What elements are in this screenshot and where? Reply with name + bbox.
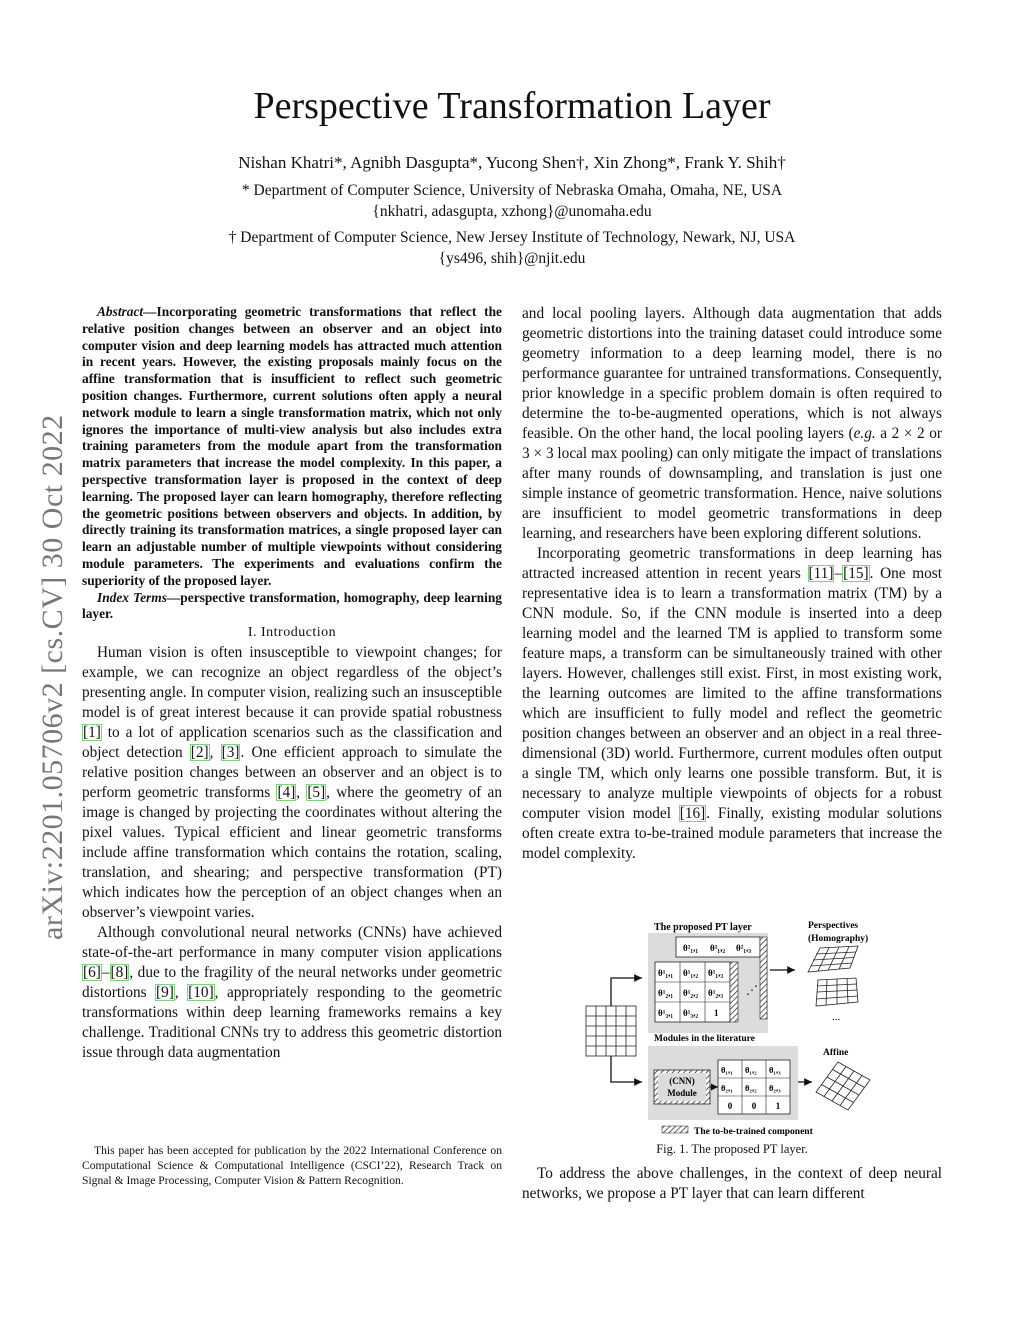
module-label: Module	[667, 1088, 697, 1098]
modules-label: Modules in the literature	[654, 1034, 755, 1044]
citation-link[interactable]: [9]	[156, 984, 174, 1002]
affine-label: Affine	[823, 1048, 849, 1058]
arxiv-identifier[interactable]: arXiv:2201.05706v2 [cs.CV] 30 Oct 2022	[36, 414, 69, 940]
citation-link[interactable]: [15]	[843, 565, 869, 582]
figure-pt-layer	[580, 910, 910, 1145]
affine-cell: 0	[727, 1101, 733, 1111]
affine-cell: θ₁,₂	[745, 1065, 757, 1075]
email-1: {nkhatri, adasgupta, xzhong}@unomaha.edu	[372, 203, 652, 220]
theta-cell: 1	[714, 1008, 719, 1018]
right-paragraph-3: To address the above challenges, in the context of deep neural networks, we propose a PT layer that can learn different	[522, 1165, 942, 1202]
citation-link[interactable]: [8]	[110, 964, 129, 982]
author-list: Nishan Khatri*, Agnibh Dasgupta*, Yucong Shen†, Xin Zhong*, Frank Y. Shih†	[238, 153, 786, 172]
intro-paragraph-2: Although convolutional neural networks (CNNs) have achieved state-of-the-art performance in many computer vision applications [6]–[8], due to the fragility of the neural networks under geometric distortions [9], [10], appropriately responding to the geometric transformations within deep learning frameworks remains a key challenge. Traditional CNNs try to address this geometric distortion issue through data augmentation	[82, 924, 503, 1062]
citation-link[interactable]: [11]	[808, 565, 834, 582]
perspectives-label: Perspectives	[808, 921, 859, 931]
citation-link[interactable]: [3]	[221, 744, 240, 762]
index-terms-label: Index Terms	[97, 589, 167, 605]
right-paragraph-1: and local pooling layers. Although data augmentation that adds geometric distortions into the training dataset could introduce some geometry information to a deep learning model, there is no performance guarantee for untrained transformations. Consequently, prior knowledge in a specific problem domain is often required to determine the to-be-augmented operations, which is not always feasible. On the other hand, the local pooling layers (e.g. a 2 × 2 or 3 × 3 local max pooling) can only mitigate the impact of translations after many rounds of downsampling, and translation is just one simple instance of geometric transformation. Hence, naive solutions are insufficient to model geometric transformations in deep learning, and researchers have been exploring different solutions.	[522, 305, 942, 542]
hatch-side-back	[760, 937, 767, 1019]
abstract-text: —Incorporating geometric transformations that reflect the relative position changes between an observer and an object into computer vision and deep learning models has attracted much attention in recent years. However, the existing proposals mainly focus on the affine transformation that is insufficient to reflect such geometric position changes. Furthermore, current solutions often apply a neural network module to learn a single transformation matrix, which not only ignores the importance of multi-view analysis but also includes extra training parameters from the module apart from the transformation matrix parameters that increase the model complexity. In this paper, a perspective transformation layer is proposed in the context of deep learning. The proposed layer can learn homography, therefore reflecting the geometric positions between observers and objects. In addition, by directly training its transformation matrices, a single proposed layer can learn an adjustable number of multiple viewpoints without considering module parameters. The experiments and evaluations confirm the superiority of the proposed layer.	[82, 304, 502, 588]
affine-grid	[816, 1062, 870, 1110]
citation-link[interactable]: [10]	[188, 984, 214, 1002]
index-terms	[82, 590, 502, 624]
affiliation-1: * Department of Computer Science, University of Nebraska Omaha, Omaha, NE, USA	[241, 182, 783, 199]
intro-paragraph-1: Human vision is often insusceptible to viewpoint changes; for example, we can recognize an object regardless of the object’s presenting angle. In computer vision, realizing such an insusceptible model is of great interest because it can provide spatial robustness [1] to a lot of application scenarios such as the classification and object detection [2], [3]. One efficient approach to simulate the relative position changes between an observer and an object is to perform geometric transforms [4], [5], where the geometry of an image is changed by projecting the coordinates without altering the pixel values. Typical efficient and linear geometric transforms include affine transformation which contains the rotation, scaling, translation, and shearing; and perspective transformation (PT) which indicates how the perception of an object changes when an observer’s viewpoint varies.	[82, 644, 502, 922]
left-column	[82, 304, 502, 1063]
cnn-label: (CNN)	[669, 1076, 695, 1086]
index-terms-text: —perspective transformation, homography, deep learning layer.	[82, 589, 502, 622]
input-grid	[586, 1006, 636, 1056]
legend-label: The to-be-trained component	[694, 1127, 813, 1137]
theta-cell: θ¹₂,₁	[658, 988, 674, 998]
affiliation-2: † Department of Computer Science, New Jersey Institute of Technology, Newark, NJ, USA	[228, 229, 796, 246]
citation-link[interactable]: [1]	[83, 724, 101, 742]
theta-cell: θ¹₁,₃	[708, 968, 724, 978]
stack-dots: ⋰	[746, 983, 758, 997]
theta-cell: θ¹₃,₁	[658, 1008, 674, 1018]
section-heading-introduction: I. Introduction	[247, 625, 337, 641]
abstract-label: Abstract	[97, 304, 144, 319]
right-column-bottom	[522, 1164, 942, 1204]
citation-link[interactable]: [4]	[277, 784, 296, 802]
legend-swatch	[662, 1126, 688, 1133]
affine-cell: 0	[751, 1101, 757, 1111]
theta-cell: θ²₁,₃	[736, 943, 752, 953]
theta-cell: θ¹₂,₃	[708, 988, 724, 998]
theta-cell: θ²₁,₂	[710, 943, 726, 953]
more-perspectives: ...	[832, 1011, 841, 1023]
citation-link[interactable]: [2]	[190, 744, 209, 762]
citation-link[interactable]: [5]	[307, 784, 326, 802]
right-paragraph-2: Incorporating geometric transformations in deep learning has attracted increased attention in recent years [11]–[15]. One most representative idea is to learn a transformation matrix (TM) by a CNN module. So, if the CNN module is inserted into a deep learning model and the learned TM is applied to transform some feature maps, a transform can be simultaneously trained with other layers. However, challenges still exist. First, in most existing work, the learning outcomes are limited to the affine transformations which are insufficient to fully model and reflect the geometric position changes between an observer and an object in a real three-dimensional (3D) world. Furthermore, current modules often output a single TM, which only learns one possible transform. But, it is necessary to analyze multiple viewpoints of objects for a robust computer vision model [16]. Finally, existing modular solutions often create extra to-be-trained module parameters that increase the model complexity.	[522, 545, 943, 862]
pt-layer-label: The proposed PT layer	[654, 922, 752, 933]
theta-cell: θ¹₂,₂	[683, 988, 699, 998]
affine-cell: θ₂,₁	[721, 1083, 733, 1093]
right-column-top	[522, 304, 942, 864]
affine-cell: θ₁,₁	[721, 1065, 733, 1075]
perspective-grid-1	[808, 946, 858, 972]
affine-cell: θ₂,₃	[769, 1083, 781, 1093]
homography-label: (Homography)	[808, 934, 869, 944]
theta-cell: θ¹₁,₁	[658, 968, 674, 978]
citation-link[interactable]: [6]	[83, 964, 101, 982]
perspective-grid-2	[816, 978, 858, 1006]
paper-title: Perspective Transformation Layer	[253, 85, 771, 127]
theta-cell: θ¹₁,₂	[683, 968, 699, 978]
theta-cell: θ²₁,₁	[683, 943, 699, 953]
footnote: This paper has been accepted for publication by the 2022 International Conference on Computational Science & Computational Intelligence (CSCI’22), Research Track on Signal & Image Processing, Computer Vision & Pattern Recognition.	[82, 1144, 502, 1187]
affine-cell: θ₂,₂	[745, 1083, 757, 1093]
affine-cell: 1	[775, 1101, 781, 1111]
affine-cell: θ₁,₃	[769, 1065, 781, 1075]
figure-caption: Fig. 1. The proposed PT layer.	[656, 1142, 808, 1156]
citation-link[interactable]: [16]	[679, 805, 706, 822]
hatch-side-front	[730, 962, 738, 1022]
email-2: {ys496, shih}@njit.edu	[438, 250, 586, 267]
abstract	[82, 304, 502, 590]
theta-cell: θ¹₃,₂	[683, 1008, 699, 1018]
